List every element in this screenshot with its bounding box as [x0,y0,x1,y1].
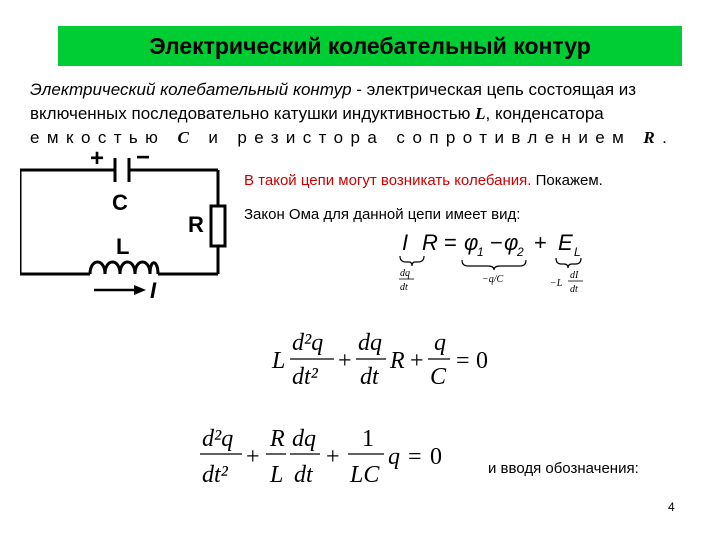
minus-sign: − [136,148,151,171]
eq2-r: R [390,348,405,374]
eq3-one: 1 [362,426,374,452]
page-number: 4 [668,500,675,514]
eq-ohm-minus: − [490,230,503,255]
eq3-l: L [270,462,284,488]
resistance-symbol: R [643,128,663,147]
period: . [662,128,675,147]
after-l-text: , конденсатора [485,104,604,123]
equation-second [268,326,508,396]
underbrace-e [556,258,581,268]
eq-ohm-subl: L [574,245,581,259]
eq3-q: q [388,444,400,470]
title-bar [58,26,682,66]
eq-ohm-r: R [422,230,438,255]
eq-ohm-under-e-prefix: −L [550,278,563,289]
eq2-plus2: + [410,348,424,374]
eq-ohm-sub1: 1 [477,245,484,259]
statement-line [244,172,603,189]
inductance-symbol: L [475,104,486,123]
eq2-q: q [434,330,446,356]
eq2-dt2: dt² [292,364,318,390]
resistor-label: R [188,212,204,237]
eq3-plus2: + [326,444,340,470]
capacitance-word: емкостью [30,128,166,147]
circuit-diagram [20,148,250,303]
resistor-word: резистора [237,128,385,147]
eq-ohm-under-phi: −q/C [482,274,504,285]
underbrace-phi [462,260,526,270]
statement-red: В такой цепи могут возникать колебания. [244,172,532,189]
eq2-dq: dq [358,330,382,356]
eq-ohm-plus: + [534,230,547,255]
plus-sign: + [90,148,105,172]
eq-ohm-sub2: 2 [517,245,524,259]
current-arrow-head [134,285,146,295]
definition-text: - электрическая цепь состоящая из включенных последовательно катушки индуктивностью [30,80,637,123]
eq-ohm-under-e-den: dt [570,284,578,295]
eq3-lc: LC [350,462,380,488]
resistor-body [211,206,225,246]
equation-third [198,420,458,492]
eq2-c: C [430,364,447,390]
statement-black: Покажем. [531,172,603,189]
eq-ohm-e: E [558,230,573,255]
intro-line-2 [30,126,690,150]
eq-ohm-eq: = [444,230,457,255]
eq3-r: R [270,426,285,452]
current-label: I [150,278,157,303]
slide-title: Электрический колебательный контур [149,32,591,59]
eq3-eq: = [408,444,422,470]
eq2-dt: dt [360,364,379,390]
ohm-law-equation [390,226,610,306]
eq3-dt: dt [294,462,313,488]
inductor-label: L [116,234,130,259]
eq3-plus1: + [246,444,260,470]
eq3-dq: dq [292,426,316,452]
eq2-d2q: d²q [292,330,324,356]
introducing-text: и вводя обозначения: [488,460,639,477]
resistance-word: сопротивлением [396,128,632,147]
eq2-plus1: + [338,348,352,374]
underbrace-i [400,256,424,266]
eq3-d2q: d²q [202,426,234,452]
intro-line-1 [30,78,690,126]
eq-ohm-under-i-den: dt [400,282,408,293]
conj-word: и [208,128,226,147]
term: Электрический колебательный контур [30,80,352,99]
eq3-zero: 0 [430,444,442,470]
eq3-dt2: dt² [202,462,228,488]
eq2-zero: 0 [476,348,488,374]
eq2-l: L [272,348,286,374]
eq-ohm-phi1: φ [464,230,479,255]
ohm-law-text: Закон Ома для данной цепи имеет вид: [244,206,521,223]
eq-ohm-i: I [402,230,409,255]
inductor-coil [90,262,158,274]
eq-ohm-phi2: φ [504,230,519,255]
eq-ohm-under-e-num: dI [570,270,579,281]
capacitor-label: C [112,190,128,215]
capacitance-symbol: C [177,128,197,147]
eq-ohm-under-i-num: dq [400,268,410,279]
intro-paragraph [30,78,690,150]
eq2-eq: = [456,348,470,374]
